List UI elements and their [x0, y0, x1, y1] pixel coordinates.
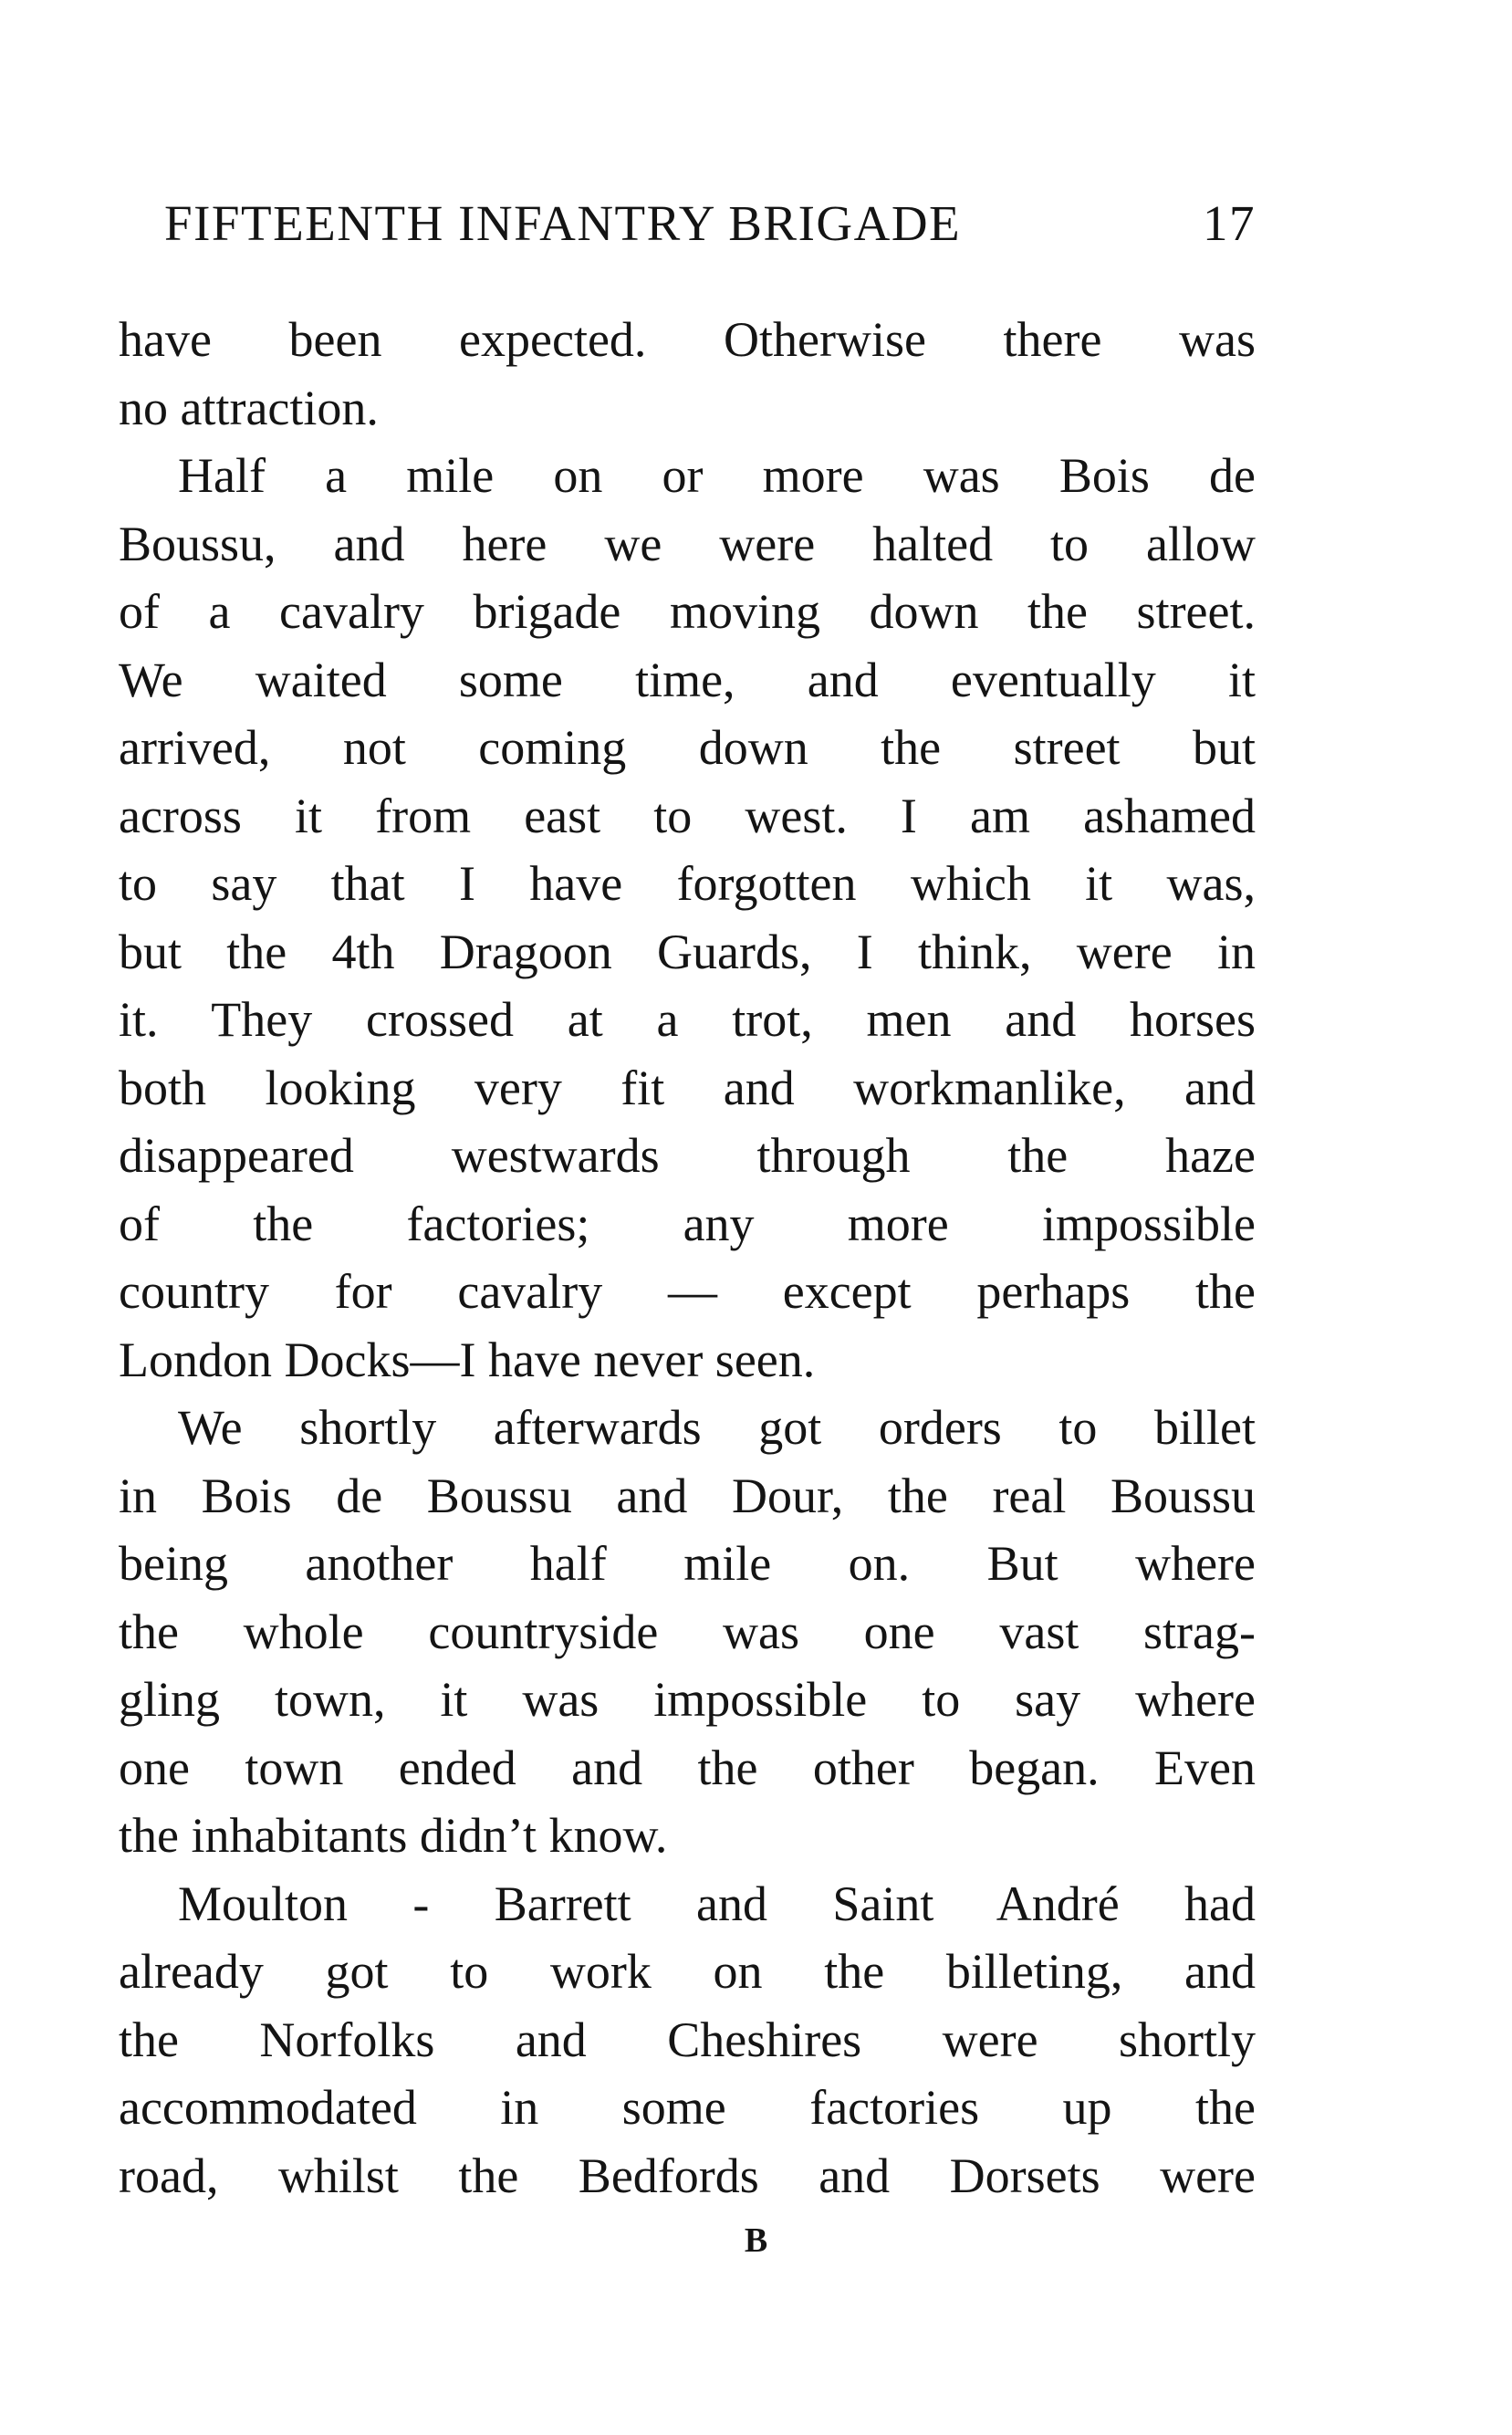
text-line: but the 4th Dragoon Guards, I think, were in [119, 924, 1256, 979]
text-line: it. They crossed at a trot, men and horses [119, 992, 1256, 1047]
text-line: Moulton - Barrett and Saint André had [178, 1876, 1256, 1931]
running-head [164, 192, 1256, 256]
text-line: country for cavalry — except perhaps the [119, 1264, 1256, 1319]
text-line: already got to work on the billeting, and [119, 1944, 1256, 1999]
text-line: in Bois de Boussu and Dour, the real Boussu [119, 1468, 1256, 1523]
running-title: FIFTEENTH INFANTRY BRIGADE [164, 195, 962, 251]
text-line: the whole countryside was one vast strag- [119, 1604, 1256, 1659]
text-line: have been expected. Otherwise there was [119, 312, 1256, 367]
text-line: London Docks—I have never seen. [119, 1332, 816, 1387]
text-line: both looking very fit and workmanlike, and [119, 1060, 1256, 1115]
text-line: arrived, not coming down the street but [119, 720, 1256, 775]
text-line: We waited some time, and eventually it [119, 652, 1256, 707]
text-line: of a cavalry brigade moving down the street. [119, 584, 1256, 639]
signature-mark: B [744, 2221, 768, 2260]
text-line: the inhabitants didn’t know. [119, 1808, 668, 1863]
text-line: disappeared westwards through the haze [119, 1128, 1256, 1183]
text-line: Half a mile on or more was Bois de [178, 448, 1256, 503]
page-number: 17 [1203, 195, 1256, 251]
text-line: Boussu, and here we were halted to allow [119, 516, 1256, 571]
text-line: to say that I have forgotten which it was, [119, 856, 1256, 911]
text-line: the Norfolks and Cheshires were shortly [119, 2012, 1256, 2067]
body-text [119, 306, 1256, 2210]
text-line: one town ended and the other began. Even [119, 1740, 1256, 1795]
text-line: We shortly afterwards got orders to billet [178, 1400, 1256, 1455]
text-line: of the factories; any more impossible [119, 1196, 1256, 1251]
text-line: road, whilst the Bedfords and Dorsets were [119, 2148, 1256, 2203]
text-line: being another half mile on. But where [119, 1536, 1256, 1591]
text-line: accommodated in some factories up the [119, 2080, 1256, 2135]
text-line: no attraction. [119, 380, 379, 435]
text-line: gling town, it was impossible to say where [119, 1672, 1256, 1727]
text-line: across it from east to west. I am ashamed [119, 788, 1256, 843]
